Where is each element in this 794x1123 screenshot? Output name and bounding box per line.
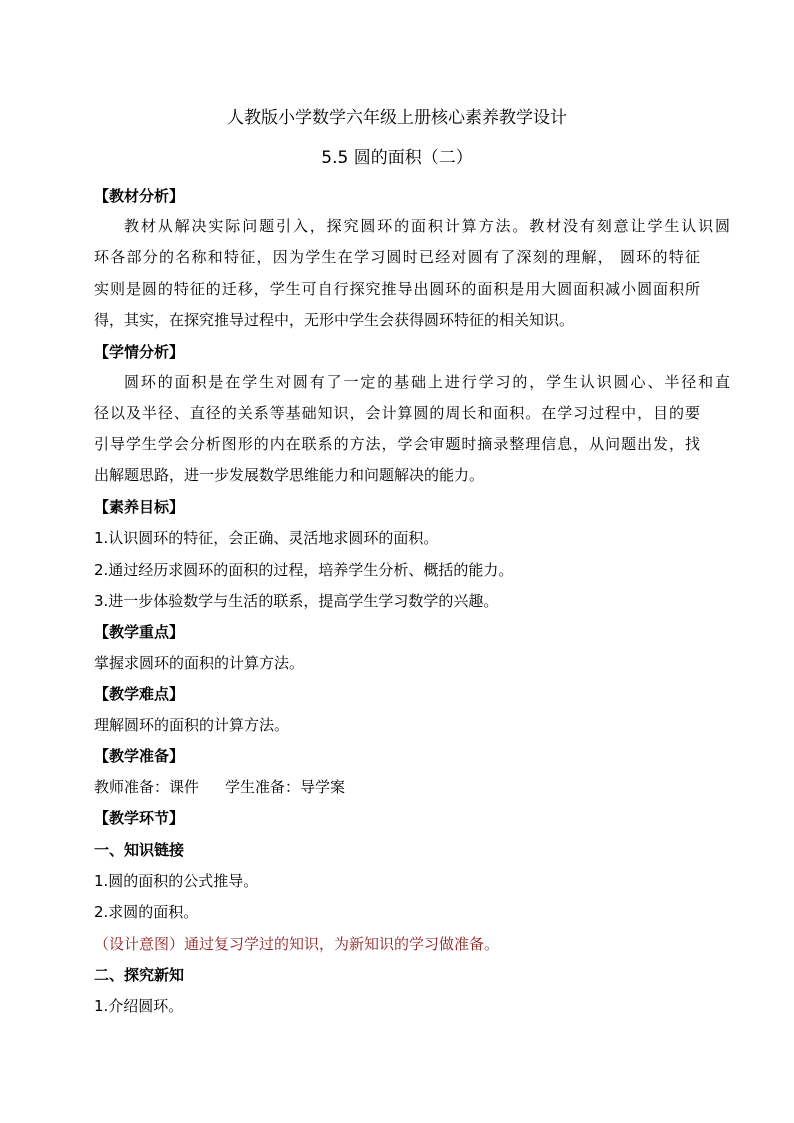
heading-student-analysis: 【学情分析】 — [94, 343, 185, 361]
teacher-preparation: 教师准备：课件 — [94, 778, 200, 796]
lesson-title: 5.5 圆的面积（二） — [321, 148, 473, 168]
preparation-line — [94, 777, 700, 797]
heading-textbook-analysis: 【教材分析】 — [94, 187, 185, 205]
heading-goals: 【素养目标】 — [94, 498, 185, 516]
paragraph-line: 实则是圆的特征的迁移，学生可自行探究推导出圆环的面积是用大圆面积减小圆面积所 — [94, 280, 700, 298]
paragraph-line: 得，其实，在探究推导过程中，无形中学生会获得圆环特征的相关知识。 — [94, 311, 575, 329]
goal-item: 1.认识圆环的特征，会正确、灵活地求圆环的面积。 — [94, 529, 439, 547]
process-item: 2.求圆的面积。 — [94, 903, 199, 921]
paragraph-line: 圆环的面积是在学生对圆有了一定的基础上进行学习的，学生认识圆心、半径和直 — [124, 373, 730, 391]
document-title: 人教版小学数学六年级上册核心素养教学设计 — [227, 108, 567, 128]
design-intent-label: （设计意图） — [94, 935, 185, 953]
heading-preparation: 【教学准备】 — [94, 747, 185, 765]
heading-part-1: 一、知识链接 — [94, 841, 185, 859]
design-intent-note — [94, 934, 700, 954]
design-intent-text: 通过复习学过的知识，为新知识的学习做准备。 — [184, 935, 500, 953]
paragraph-line: 引导学生学会分析图形的内在联系的方法，学会审题时摘录整理信息，从问题出发，找 — [94, 435, 700, 453]
student-preparation: 学生准备：导学案 — [225, 778, 346, 796]
heading-difficulties: 【教学难点】 — [94, 685, 185, 703]
goal-item: 3.进一步体验数学与生活的联系，提高学生学习数学的兴趣。 — [94, 592, 499, 610]
paragraph-line: 环各部分的名称和特征，因为学生在学习圆时已经对圆有了深刻的理解， 圆环的特征 — [94, 248, 700, 266]
difficulties-text: 理解圆环的面积的计算方法。 — [94, 716, 290, 734]
paragraph-line: 出解题思路，进一步发展数学思维能力和问题解决的能力。 — [94, 466, 485, 484]
process-item: 1.介绍圆环。 — [94, 997, 184, 1015]
process-item: 1.圆的面积的公式推导。 — [94, 872, 259, 890]
paragraph-line: 径以及半径、直径的关系等基础知识，会计算圆的周长和面积。在学习过程中，目的要 — [94, 404, 700, 422]
goal-item: 2.通过经历求圆环的面积的过程，培养学生分析、概括的能力。 — [94, 561, 514, 579]
heading-part-2: 二、探究新知 — [94, 966, 185, 984]
heading-process: 【教学环节】 — [94, 809, 185, 827]
key-points-text: 掌握求圆环的面积的计算方法。 — [94, 654, 305, 672]
paragraph-line: 教材从解决实际问题引入，探究圆环的面积计算方法。教材没有刻意让学生认识圆 — [124, 217, 730, 235]
heading-key-points: 【教学重点】 — [94, 623, 185, 641]
